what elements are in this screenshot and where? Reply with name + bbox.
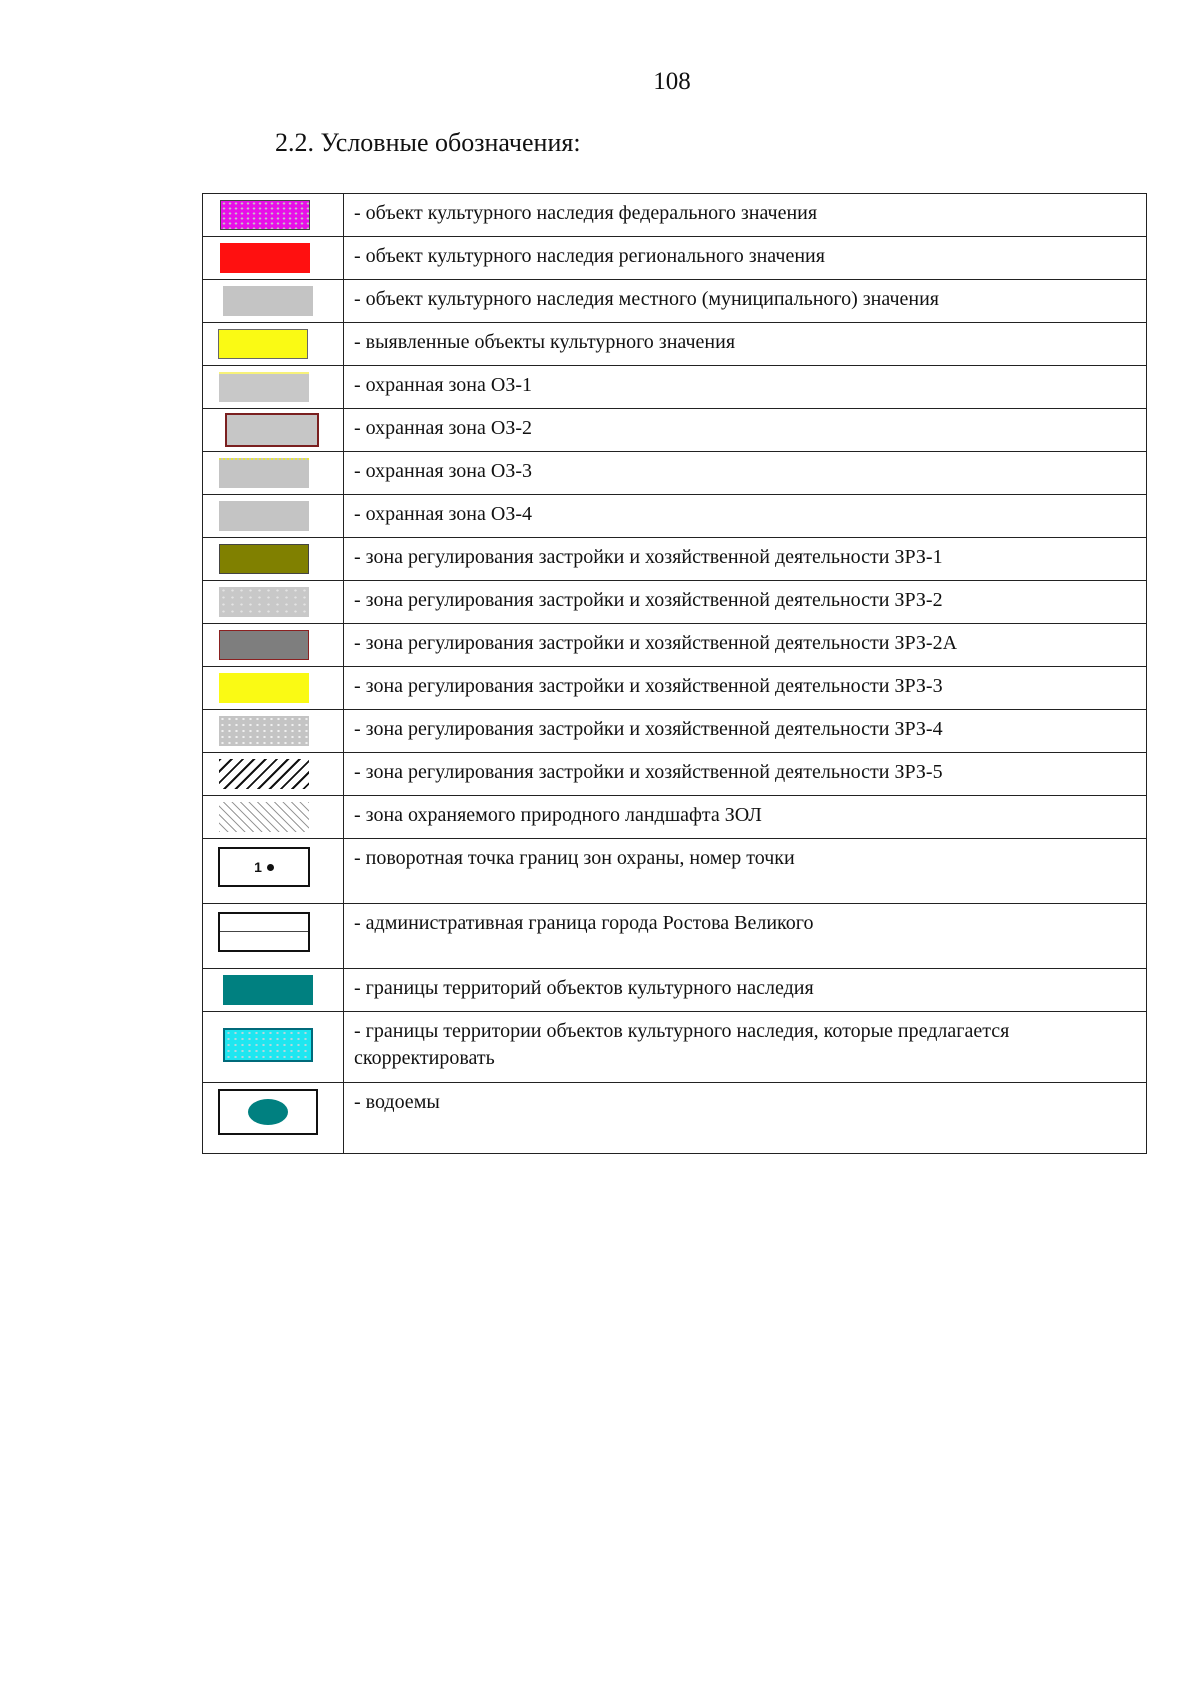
legend-text: - административная граница города Ростова Великого: [344, 904, 1147, 969]
legend-text: - охранная зона ОЗ-4: [344, 495, 1147, 538]
gray-swatch-icon: [219, 501, 309, 531]
point-dot-icon: [267, 864, 274, 871]
legend-text: - водоемы: [344, 1083, 1147, 1154]
legend-row: [203, 969, 1147, 1012]
legend-text: - зона регулирования застройки и хозяйственной деятельности ЗРЗ-1: [344, 538, 1147, 581]
legend-row: [203, 323, 1147, 366]
gray-outlined-swatch-icon: [225, 413, 319, 447]
legend-text: - границы территорий объектов культурного наследия: [344, 969, 1147, 1012]
magenta-swatch-icon: [220, 200, 310, 230]
legend-row: [203, 237, 1147, 280]
legend-row: [203, 710, 1147, 753]
speckled-gray-swatch-icon: [219, 716, 309, 746]
legend-row: [203, 495, 1147, 538]
legend-row: [203, 839, 1147, 904]
numbered-point-icon: [218, 847, 310, 887]
legend-text: - объект культурного наследия местного (муниципального) значения: [344, 280, 1147, 323]
legend-table: [202, 193, 1147, 1154]
legend-row: [203, 280, 1147, 323]
legend-text: - объект культурного наследия регионального значения: [344, 237, 1147, 280]
section-title: 2.2. Условные обозначения:: [275, 128, 581, 157]
legend-row: [203, 1083, 1147, 1154]
page-number: 108: [653, 68, 691, 95]
red-swatch-icon: [220, 243, 310, 273]
legend-row: [203, 538, 1147, 581]
legend-text: - охранная зона ОЗ-1: [344, 366, 1147, 409]
legend-text: - охранная зона ОЗ-3: [344, 452, 1147, 495]
light-gray-swatch-icon: [219, 587, 309, 617]
legend-row: [203, 667, 1147, 710]
hatched-swatch-icon: [219, 759, 309, 789]
legend-text: - зона охраняемого природного ландшафта ЗОЛ: [344, 796, 1147, 839]
cyan-swatch-icon: [223, 1028, 313, 1062]
legend-text: - зона регулирования застройки и хозяйственной деятельности ЗРЗ-2А: [344, 624, 1147, 667]
legend-text: - выявленные объекты культурного значения: [344, 323, 1147, 366]
teal-swatch-icon: [223, 975, 313, 1005]
yellow-swatch-icon: [219, 673, 309, 703]
gray-swatch-icon: [219, 372, 309, 402]
legend-text: - зона регулирования застройки и хозяйственной деятельности ЗРЗ-2: [344, 581, 1147, 624]
gray-swatch-icon: [223, 286, 313, 316]
legend-text: - поворотная точка границ зон охраны, номер точки: [344, 839, 1147, 904]
point-number: 1: [254, 859, 262, 875]
legend-row: [203, 581, 1147, 624]
legend-text: - зона регулирования застройки и хозяйственной деятельности ЗРЗ-3: [344, 667, 1147, 710]
legend-text: - зона регулирования застройки и хозяйственной деятельности ЗРЗ-4: [344, 710, 1147, 753]
water-body-icon: [218, 1089, 318, 1135]
legend-row: [203, 1012, 1147, 1083]
gray-swatch-icon: [219, 458, 309, 488]
legend-text: - объект культурного наследия федерального значения: [344, 194, 1147, 237]
legend-row: [203, 452, 1147, 495]
olive-swatch-icon: [219, 544, 309, 574]
legend-row: [203, 904, 1147, 969]
yellow-swatch-icon: [218, 329, 308, 359]
dark-gray-swatch-icon: [219, 630, 309, 660]
legend-text: - зона регулирования застройки и хозяйственной деятельности ЗРЗ-5: [344, 753, 1147, 796]
legend-row: [203, 409, 1147, 452]
legend-row: [203, 796, 1147, 839]
legend-row: [203, 624, 1147, 667]
light-hatched-swatch-icon: [219, 802, 309, 832]
legend-text: - границы территории объектов культурного наследия, которые предлагается скорректировать: [344, 1012, 1147, 1083]
legend-row: [203, 194, 1147, 237]
legend-row: [203, 753, 1147, 796]
boundary-line-icon: [218, 912, 310, 952]
legend-text: - охранная зона ОЗ-2: [344, 409, 1147, 452]
legend-row: [203, 366, 1147, 409]
